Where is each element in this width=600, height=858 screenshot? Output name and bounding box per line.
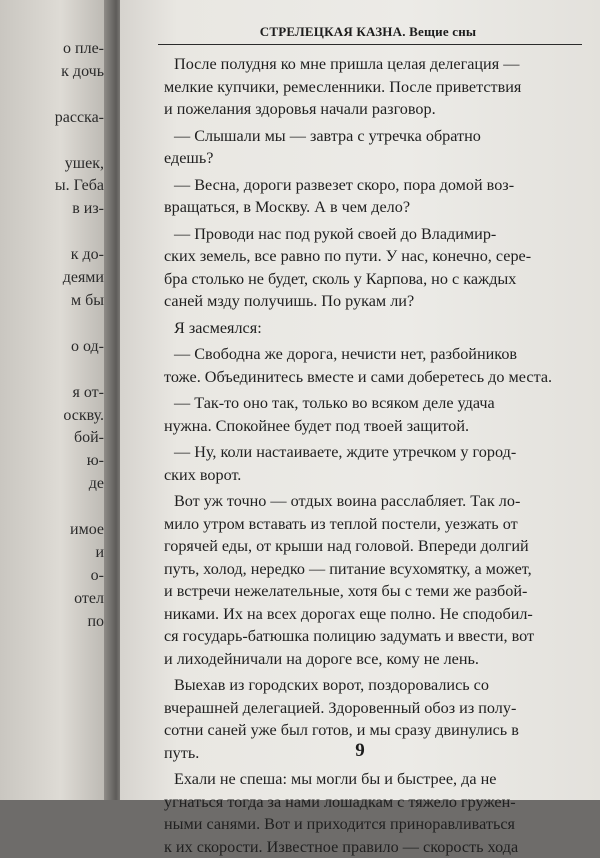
main-text xyxy=(164,53,586,858)
left-page-line xyxy=(0,313,106,336)
left-page-text xyxy=(0,38,106,634)
text-line: тоже. Объединитесь вместе и сами доберетесь до места. xyxy=(164,366,586,389)
text-line: и лиходейничали на дороге все, кому не лень. xyxy=(164,648,586,671)
left-page-line: к до- xyxy=(0,244,106,267)
text-line: ными санями. Вот и приходится приноравливаться xyxy=(164,813,586,836)
left-page-line xyxy=(0,359,106,382)
left-page-line xyxy=(0,84,106,107)
text-line: угнаться тогда за нами лошадкам с тяжело гружен- xyxy=(164,791,586,814)
left-page-line: имое xyxy=(0,519,106,542)
text-line: горячей еды, от крыши над головой. Впереди долгий xyxy=(164,535,586,558)
text-line: бра столько не будет, сколь у Карпова, но с каждых xyxy=(164,268,586,291)
text-line: ских ворот. xyxy=(164,464,586,487)
left-page-line: ы. Геба xyxy=(0,175,106,198)
text-line: к их скорости. Известное правило — скорость хода xyxy=(164,836,586,858)
text-line: мелкие купчики, ремесленники. После приветствия xyxy=(164,76,586,99)
text-line: Выехав из городских ворот, поздоровались со xyxy=(164,674,586,697)
left-page-line: бой- xyxy=(0,427,106,450)
text-line: саней мзду получишь. По рукам ли? xyxy=(164,290,586,313)
text-line: едешь? xyxy=(164,147,586,170)
text-line: Ехали не спеша: мы могли бы и быстрее, да не xyxy=(164,768,586,791)
text-line: вращаться, в Москву. А в чем дело? xyxy=(164,196,586,219)
left-page-line xyxy=(0,130,106,153)
left-page-line: ю- xyxy=(0,450,106,473)
left-page-line: де xyxy=(0,473,106,496)
text-line: Я засмеялся: xyxy=(164,317,586,340)
text-line: никами. Их на всех дорогах еще полно. Не сподобил- xyxy=(164,603,586,626)
left-page-line: я от- xyxy=(0,382,106,405)
left-page xyxy=(0,0,110,800)
left-page-line: расска- xyxy=(0,107,106,130)
left-page-line: по xyxy=(0,611,106,634)
left-page-line: отел xyxy=(0,588,106,611)
right-page xyxy=(120,0,600,800)
text-line: и встречи нежелательные, хотя бы с теми же разбой- xyxy=(164,580,586,603)
text-line: путь. xyxy=(164,742,586,765)
text-line: сотни саней уже был готов, и мы сразу двинулись в xyxy=(164,719,586,742)
left-page-line: в из- xyxy=(0,198,106,221)
text-line: и пожелания здоровья начали разговор. xyxy=(164,98,586,121)
left-page-line xyxy=(0,221,106,244)
text-line: — Свободна же дорога, нечисти нет, разбойников xyxy=(164,343,586,366)
left-page-line: о пле- xyxy=(0,38,106,61)
text-line: Вот уж точно — отдых воина расслабляет. Так ло- xyxy=(164,490,586,513)
header-rule xyxy=(158,44,582,45)
left-page-line: м бы xyxy=(0,290,106,313)
text-line: вчерашней делегацией. Здоровенный обоз из полу- xyxy=(164,697,586,720)
left-page-line: и xyxy=(0,542,106,565)
left-page-line xyxy=(0,496,106,519)
left-page-line: оскву. xyxy=(0,405,106,428)
text-line: нужна. Спокойнее будет под твоей защитой. xyxy=(164,415,586,438)
page-number: 9 xyxy=(120,740,600,762)
text-line: — Проводи нас под рукой своей до Владимир- xyxy=(164,223,586,246)
text-line: ся государь-батюшка полицию задумать и ввести, вот xyxy=(164,625,586,648)
text-line: мило утром вставать из теплой постели, уезжать от xyxy=(164,513,586,536)
text-line: — Ну, коли настаиваете, ждите утречком у город- xyxy=(164,441,586,464)
left-page-line: к дочь xyxy=(0,61,106,84)
text-line: После полудня ко мне пришла целая делегация — xyxy=(164,53,586,76)
text-line: — Так-то оно так, только во всяком деле удача xyxy=(164,392,586,415)
text-line: — Весна, дороги развезет скоро, пора домой воз- xyxy=(164,174,586,197)
text-line: путь, холод, нередко — питание всухомятку, а может, xyxy=(164,558,586,581)
left-page-line: ушек, xyxy=(0,153,106,176)
running-header: СТРЕЛЕЦКАЯ КАЗНА. Вещие сны xyxy=(158,24,578,40)
text-line: — Слышали мы — завтра с утречка обратно xyxy=(164,125,586,148)
left-page-line: деями xyxy=(0,267,106,290)
left-page-line: о- xyxy=(0,565,106,588)
text-line: ских земель, все равно по пути. У нас, конечно, сере- xyxy=(164,245,586,268)
left-page-line: о од- xyxy=(0,336,106,359)
